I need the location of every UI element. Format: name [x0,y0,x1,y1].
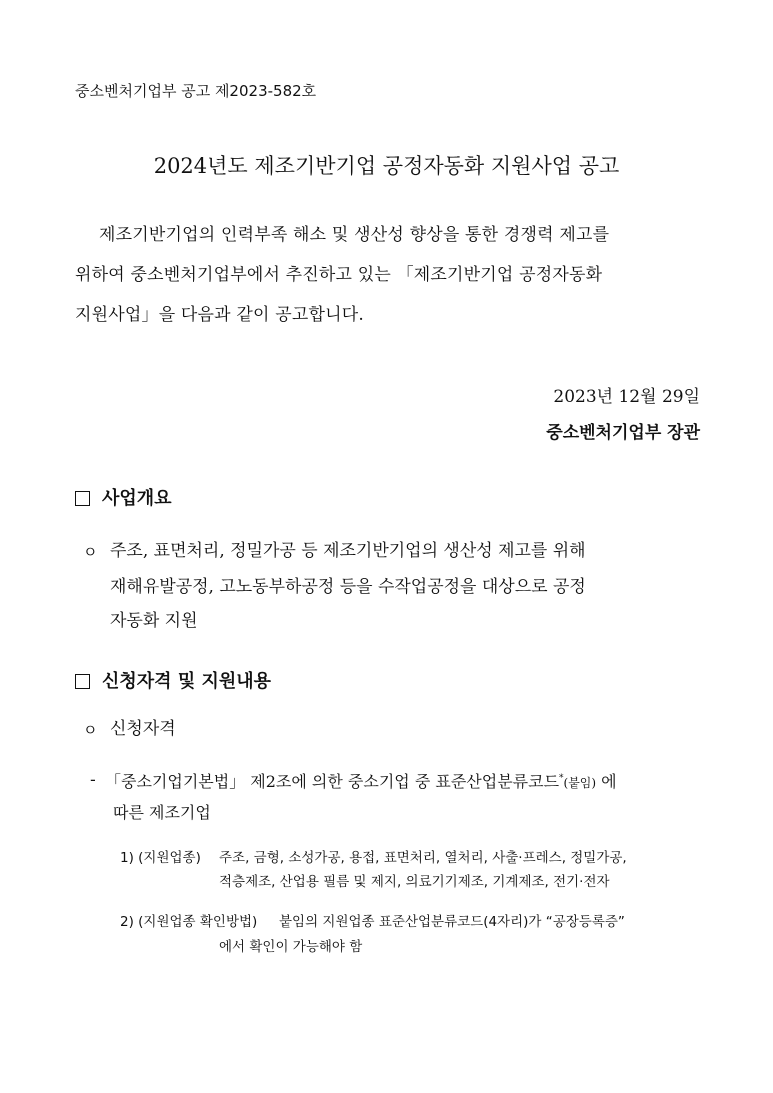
overview-line-2: 재해유발공정, 고노동부하공정 등을 수작업공정을 대상으로 공정 [110,577,586,597]
detail-2-line-1: 붙임의 지원업종 표준산업분류코드(4자리)가 “공장등록증” [279,914,625,930]
detail-2-line-2: 에서 확인이 가능해야 함 [219,939,363,955]
bullet-circle-icon: ㅇ [83,721,98,739]
intro-line-1: 제조기반기업의 인력부족 해소 및 생산성 향상을 통한 경쟁력 제고를 [99,225,610,245]
section-heading-overview [75,484,172,510]
attachment-note: (붙임) [563,776,597,790]
intro-line-3: 지원사업」을 다음과 같이 공고합니다. [75,305,364,325]
section-heading-text: 신청자격 및 지원내용 [102,671,272,692]
requirement-line-1 [105,769,617,792]
requirement-text: 에 의한 중소기업 중 표준산업분류코드 [291,772,560,791]
overview-line-1: 주조, 표면처리, 정밀가공 등 제조기반기업의 생산성 제고를 위해 [110,541,586,561]
bullet-circle-icon: ㅇ [83,543,98,561]
requirement-text-end: 에 [596,772,617,791]
checkbox-square-icon [75,491,90,506]
law-article: 제2조 [250,772,292,791]
document-title: 2024년도 제조기반기업 공정자동화 지원사업 공고 [153,154,620,178]
eligibility-title: 신청자격 [110,719,176,739]
section-heading-text: 사업개요 [102,488,172,509]
issuer: 중소벤처기업부 장관 [546,423,700,443]
issue-date: 2023년 12월 29일 [553,387,700,407]
detail-2-label: 2) (지원업종 확인방법) [120,914,258,930]
overview-line-3: 자동화 지원 [110,611,198,631]
section-heading-eligibility [75,667,271,693]
requirement-line-2: 따른 제조기업 [113,803,211,822]
intro-line-2: 위하여 중소벤처기업부에서 추진하고 있는 「제조기반기업 공정자동화 [75,265,603,285]
checkbox-square-icon [75,674,90,689]
law-name: 「중소기업기본법」 [105,772,246,791]
detail-1-line-1: 주조, 금형, 소성가공, 용접, 표면처리, 열처리, 사출·프레스, 정밀가공, [219,850,627,866]
detail-1-label: 1) (지원업종) [120,850,201,866]
footnote-asterisk: * [559,773,564,784]
detail-1-line-2: 적층제조, 산업용 필름 및 제지, 의료기기제조, 기계제조, 전기·전자 [219,874,610,890]
notice-number: 중소벤처기업부 공고 제2023-582호 [75,82,317,100]
dash-bullet: - [90,770,96,789]
